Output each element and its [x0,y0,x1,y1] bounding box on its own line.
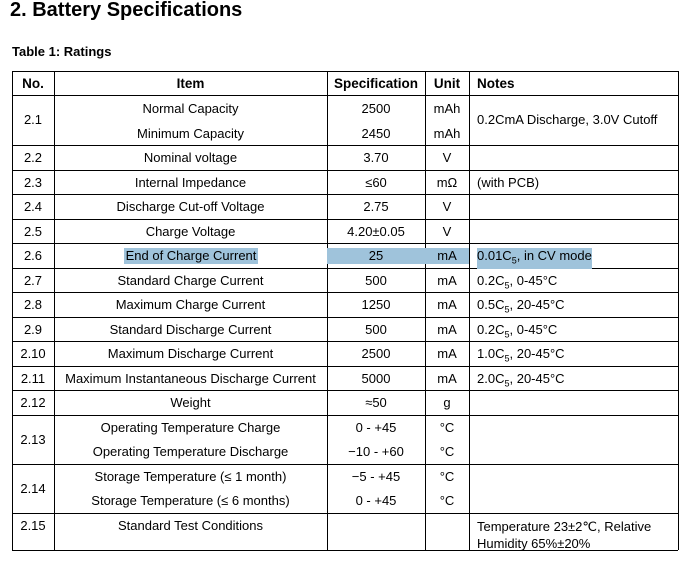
row-number: 2.5 [23,223,43,239]
item-cell: Maximum Discharge Current [107,346,274,361]
unit-cell: mAh [433,125,461,141]
column-divider [678,71,679,550]
item-cell: Maximum Charge Current [115,297,266,312]
unit-cell: mAh [433,101,461,116]
unit-cell: mA [437,272,457,288]
row-divider [12,194,678,195]
specification-cell: 5000 [361,370,391,386]
unit-cell: mA [425,248,469,264]
notes-cell: Temperature 23±2℃, Relative Humidity 65%±20% [477,518,652,551]
item-cell: Minimum Capacity [137,125,244,141]
specification-cell: −10 - +60 [348,444,404,459]
unit-cell: mA [437,297,457,312]
item-cell: Discharge Cut-off Voltage [116,199,265,214]
unit-cell: V [442,223,452,239]
row-divider [12,145,678,146]
row-number: 2.9 [23,321,43,337]
specification-cell: 2500 [361,101,391,116]
specification-cell: ≈50 [365,395,387,410]
specification-cell: 0 - +45 [355,419,397,435]
item-cell: Storage Temperature (≤ 6 months) [91,493,290,508]
row-number: 2.3 [23,174,43,190]
specification-cell: −5 - +45 [351,468,401,484]
specification-cell: 500 [365,272,387,288]
specification-cell: 0 - +45 [355,493,397,508]
specification-cell: 500 [365,321,387,337]
notes-cell: $1.0C_5$, 20-45°C [477,346,565,364]
unit-cell: V [442,150,452,165]
row-number: 2.11 [20,370,46,386]
notes-cell: $0.2C_5$, 0-45°C [477,321,558,340]
item-cell: Internal Impedance [134,174,247,190]
item-cell: Maximum Instantaneous Discharge Current [65,370,316,386]
item-cell: Storage Temperature (≤ 1 month) [94,468,287,484]
row-divider [12,170,678,171]
row-number: 2.6 [23,248,43,263]
column-header-notes: Notes [477,76,515,91]
row-divider [12,71,678,72]
row-divider [12,243,678,244]
row-divider [12,219,678,220]
specification-cell: 2.75 [363,199,389,214]
unit-cell: mΩ [436,174,458,190]
notes-cell: $0.5C_5$, 20-45°C [477,297,565,315]
specification-cell: 4.20±0.05 [347,223,405,239]
column-header-unit: Unit [433,76,461,91]
unit-cell: °C [439,468,455,484]
specification-cell: ≤60 [365,174,387,190]
notes-cell: (with PCB) [477,174,540,190]
specification-cell: 3.70 [363,150,389,165]
row-number: 2.1 [23,111,43,127]
row-number: 2.14 [20,481,46,496]
item-cell: Standard Discharge Current [109,321,272,337]
unit-cell: V [442,199,452,214]
row-divider [12,415,678,416]
row-number: 2.8 [23,297,43,312]
item-cell: Weight [170,395,211,410]
table-caption: Table 1: Ratings [12,44,112,59]
unit-cell: mA [437,370,457,386]
row-number: 2.2 [23,150,43,165]
item-cell: Operating Temperature Discharge [92,444,289,459]
unit-cell: °C [439,419,455,435]
row-number: 2.7 [23,272,43,288]
specification-cell: 25 [327,248,425,264]
row-number: 2.13 [20,432,46,447]
row-number: 2.10 [20,346,46,361]
item-cell: Nominal voltage [143,150,238,165]
row-number: 2.4 [23,199,43,214]
section-title: 2. Battery Specifications [10,0,243,21]
specification-cell: 2450 [361,125,391,141]
column-header-specification: Specification [333,76,419,91]
unit-cell: mA [437,346,457,361]
row-number: 2.12 [20,395,46,410]
column-header-no: No. [22,76,44,91]
unit-cell: °C [439,493,455,508]
column-divider [469,71,470,550]
specification-cell: 1250 [361,297,391,312]
notes-cell: $2.0C_5$, 20-45°C [477,370,565,389]
notes-cell: $0.01C_5$, in CV mode [477,248,592,269]
item-cell: Standard Charge Current [117,272,264,288]
row-divider [12,95,678,96]
row-number: 2.15 [20,517,46,533]
item-cell: Charge Voltage [145,223,236,239]
row-divider [12,513,678,514]
specification-cell: 2500 [361,346,391,361]
item-cell: Normal Capacity [142,101,239,116]
notes-cell: $0.2C_5$, 0-45°C [477,272,558,291]
item-cell: End of Charge Current [125,248,257,263]
unit-cell: mA [437,321,457,337]
item-cell: Standard Test Conditions [117,517,264,533]
row-divider [12,464,678,465]
notes-cell: 0.2CmA Discharge, 3.0V Cutoff [477,111,658,127]
item-cell: Operating Temperature Charge [100,419,281,435]
unit-cell: g [443,395,451,410]
unit-cell: °C [439,444,455,459]
column-header-item: Item [176,76,205,91]
